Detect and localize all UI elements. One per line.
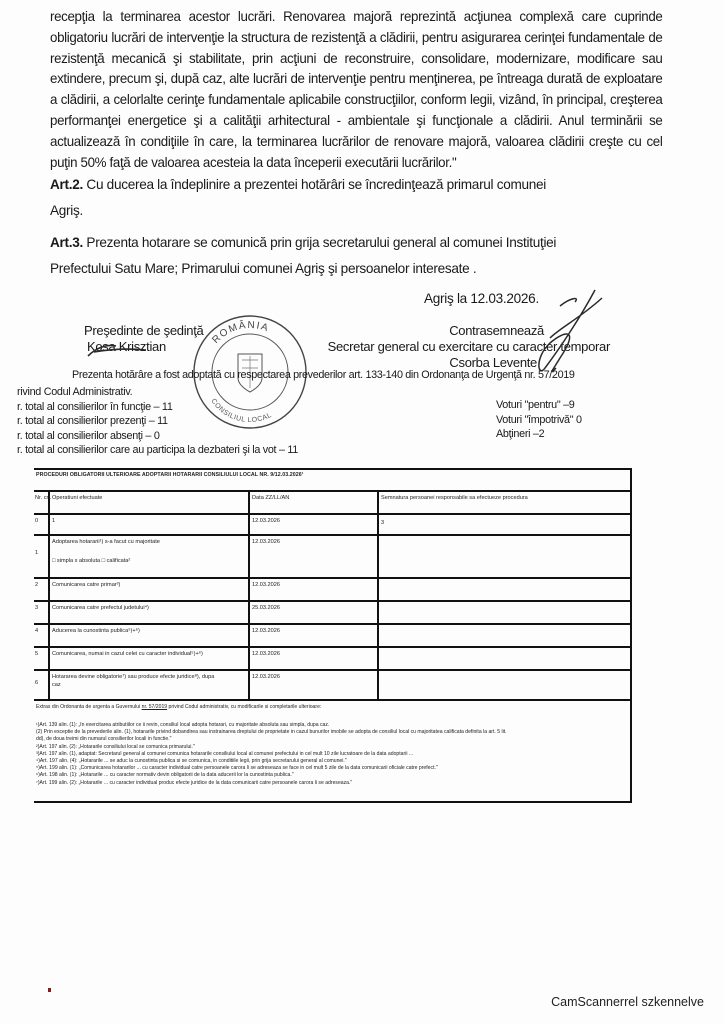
adoption-note: Prezenta hotărâre a fost adoptată cu respectarea prevederilor art. 133-140 din Ordonanţa de Urgenţă nr. 57/2019	[72, 369, 575, 381]
votes-for: Voturi "pentru" –9	[496, 399, 575, 411]
chairperson-title: Preşedinte de şedinţă	[84, 323, 204, 338]
stats-line: r. total al consilierilor care au participa la dezbateri şi la vot – 11	[17, 444, 298, 457]
row-5-nr: 5	[35, 651, 39, 657]
footnote: ⁵)Art. 199 alin. (1): „Comunicarea hotararilor ... cu caracter individual catre persoanele carora li se adreseaza se face in cel mult 5 zile de la data comunicarii oficiale catre prefect."	[36, 765, 438, 772]
row-2-op: Comunicarea catre primar³)	[52, 582, 121, 588]
article-3-text-line2: Prefectului Satu Mare; Primarului comunei Agriş şi persoanelor interesate .	[50, 261, 477, 276]
article-2-text-line2: Agriş.	[50, 203, 83, 218]
row-0-date: 12.03.2026	[252, 518, 280, 524]
article-2-text-line1: Cu ducerea la îndeplinire a prezentei hotărâri se încredinţează primarul comunei	[82, 177, 547, 192]
header-nr: Nr. crt.	[35, 495, 52, 501]
row-1-op: Adoptarea hotararii¹) s-a facut cu majoritate	[52, 539, 160, 545]
stats-line: rivind Codul Administrativ.	[17, 386, 133, 398]
stats-line: r. total al consilierilor prezenţi – 11	[17, 415, 168, 428]
row-divider	[34, 600, 630, 602]
row-6-date: 12.03.2026	[252, 674, 280, 680]
votes-abstentions: Abţineri –2	[496, 428, 545, 441]
scan-artifact	[48, 988, 51, 992]
stamp-top-text: ROMÂNIA	[210, 319, 271, 346]
row-divider	[34, 699, 630, 701]
footnote: ¹)Art. 139 alin. (1): „In exercitarea atributiilor ce ii revin, consiliul local adopta hotarari, cu majoritate absoluta sau simpla, dupa caz.	[36, 722, 330, 728]
row-divider	[34, 513, 630, 515]
procedure-table-title: PROCEDURI OBLIGATORII ULTERIOARE ADOPTARII HOTARARII CONSILIULUI LOCAL NR. 9/12.03.2026¹	[36, 472, 304, 478]
vote-results	[496, 398, 582, 442]
place-date: Agriş la 12.03.2026.	[424, 291, 539, 306]
row-divider	[34, 623, 630, 625]
footnote: (2) Prin exceptie de la prevederile alin. (1), hotararile privind dobandirea sau instrainarea dreptului de proprietate in cazul bunurilor imobile se adopta de consiliul local cu majoritatea calificata definita la art. 5 lit.	[36, 729, 507, 736]
row-2-nr: 2	[35, 582, 39, 588]
extract-heading	[36, 704, 626, 711]
header-date: Data ZZ/LL/AN	[252, 495, 290, 501]
row-4-op: Aducerea la cunostinta publica⁵)+⁶)	[52, 628, 140, 634]
row-0-nr: 0	[35, 518, 39, 524]
footnote: dd), de doua treimi din numarul consilierilor locali in functie."	[36, 736, 172, 743]
stats-line: r. total al consilierilor absenţi – 0	[17, 429, 160, 442]
col-divider	[248, 490, 250, 701]
row-3-nr: 3	[35, 605, 39, 611]
row-3-op: Comunicarea catre prefectul judetului⁴)	[52, 605, 149, 611]
scanner-watermark: CamScannerrel szkennelve	[551, 995, 704, 1009]
article-2-label: Art.2.	[50, 177, 83, 192]
row-divider	[34, 646, 630, 648]
header-operations: Operatiuni efectuate	[52, 495, 103, 501]
header-signature: Semnatura persoanei responsabile sa efectueze procedura	[381, 495, 528, 501]
extract-heading-pre: Extras din Ordonanta de urgenta a Guvernului	[36, 704, 142, 710]
footnotes-list	[36, 722, 626, 787]
chairperson-name: Kosa Krisztian	[87, 339, 166, 354]
secretary-name: Csorba Levente	[449, 355, 537, 370]
countersign-title: Contrasemnează	[449, 323, 544, 338]
row-3-date: 25.03.2026	[252, 605, 280, 611]
row-1-date: 12.03.2026	[252, 539, 280, 545]
body-paragraph: recepţia la terminarea acestor lucrări. Renovarea majoră reprezintă acţiunea complexă care cuprinde obligatoriu lucrări de intervenţie la structura de rezistenţă a clădirii, pentru asigurarea cerinţei fundamentale de rezistenţă mecanică şi stabilitate, prin acţiuni de reconstruire, consolidare, modernizare, modificare sau extindere, precum şi, după caz, alte lucrări de intervenţie pentru menţinerea, pe întreaga durată de exploatare a clădirii, a celorlalte cerinţe fundamentale aplicabile construcţiilor, conform legii, vizând, în principal, creşterea performanţei energetice şi a calităţii arhitectural - ambientale şi funcţionale a clădirii. Anul terminării se actualizează în condiţiile în care, la terminarea lucrărilor de renovare majoră, valoarea clădirii creşte cu cel puţin 50% faţă de valoarea acesteia la data începerii executării lucrărilor."	[50, 9, 663, 170]
row-1-majority-options: □ simpla x absoluta □ calificata²	[52, 558, 131, 564]
footnote: ⁷)Art. 199 alin. (2): „Hotararile ... cu caracter individual produc efecte juridice de la data comunicarii catre persoanele carora li se adreseaza."	[36, 779, 353, 786]
footnote: ⁶)Art. 198 alin. (1): „Hotararile ... cu caracter normativ devin obligatorii de la data aducerii lor la cunostinta publica."	[36, 772, 294, 779]
row-0-op: 1	[52, 518, 56, 524]
footnote: ³)Art. 197 alin. (1), adaptat: Secretarul general al comunei comunica hotararile consiliului local al comunei prefectului in cel mult 10 zile lucratoare de la data adoptarii ...	[36, 750, 414, 757]
council-stats	[17, 385, 298, 458]
row-1-nr: 1	[35, 550, 39, 556]
col-divider	[48, 490, 50, 701]
svg-text:ROMÂNIA	[210, 318, 270, 346]
article-3-label: Art.3.	[50, 235, 83, 250]
row-divider	[34, 490, 630, 492]
secretary-role: Secretar general cu exercitare cu caracter temporar	[327, 339, 610, 354]
footnote: ⁴)Art. 197 alin. (4): „Hotararile ... se aduc la cunostinta publica si se comunica, in conditiile legii, prin grija secretarului general al comunei."	[36, 758, 347, 765]
votes-against: Voturi "împotrivă" 0	[496, 413, 582, 426]
stats-line: r. total al consilierilor în funcţie – 11	[17, 400, 173, 413]
chairperson-signature-icon	[86, 330, 166, 360]
row-6-op: Hotararea devine obligatorie⁷) sau produce efecte juridice⁸), dupa	[52, 674, 215, 680]
row-5-op: Comunicarea, numai in cazul celei cu caracter individual⁵)+⁶)	[52, 651, 203, 657]
footnote: ²)Art. 197 alin. (2): „Hotararile consiliului local se comunica primarului."	[36, 743, 195, 750]
article-2	[50, 172, 546, 224]
row-6-nr: 6	[35, 680, 39, 686]
row-4-date: 12.03.2026	[252, 628, 280, 634]
procedure-table	[34, 468, 632, 803]
stamp-bottom-text: CONSILIUL LOCAL	[209, 397, 274, 425]
row-6-op-cont: caz	[52, 682, 61, 688]
row-divider	[34, 577, 630, 579]
extract-heading-post: privind Codul administrativ, cu modificarile si completarile ulterioare:	[167, 704, 322, 710]
row-0-sign: 3	[381, 520, 385, 526]
article-3-text-line1: Prezenta hotarare se comunică prin grija secretarului general al comunei Instituţiei	[82, 235, 557, 250]
article-3	[50, 230, 556, 282]
col-divider	[377, 490, 379, 701]
row-5-date: 12.03.2026	[252, 651, 280, 657]
row-divider	[34, 534, 630, 536]
row-4-nr: 4	[35, 628, 39, 634]
row-2-date: 12.03.2026	[252, 582, 280, 588]
extract-heading-link: nr. 57/2019	[141, 704, 168, 710]
row-divider	[34, 669, 630, 671]
